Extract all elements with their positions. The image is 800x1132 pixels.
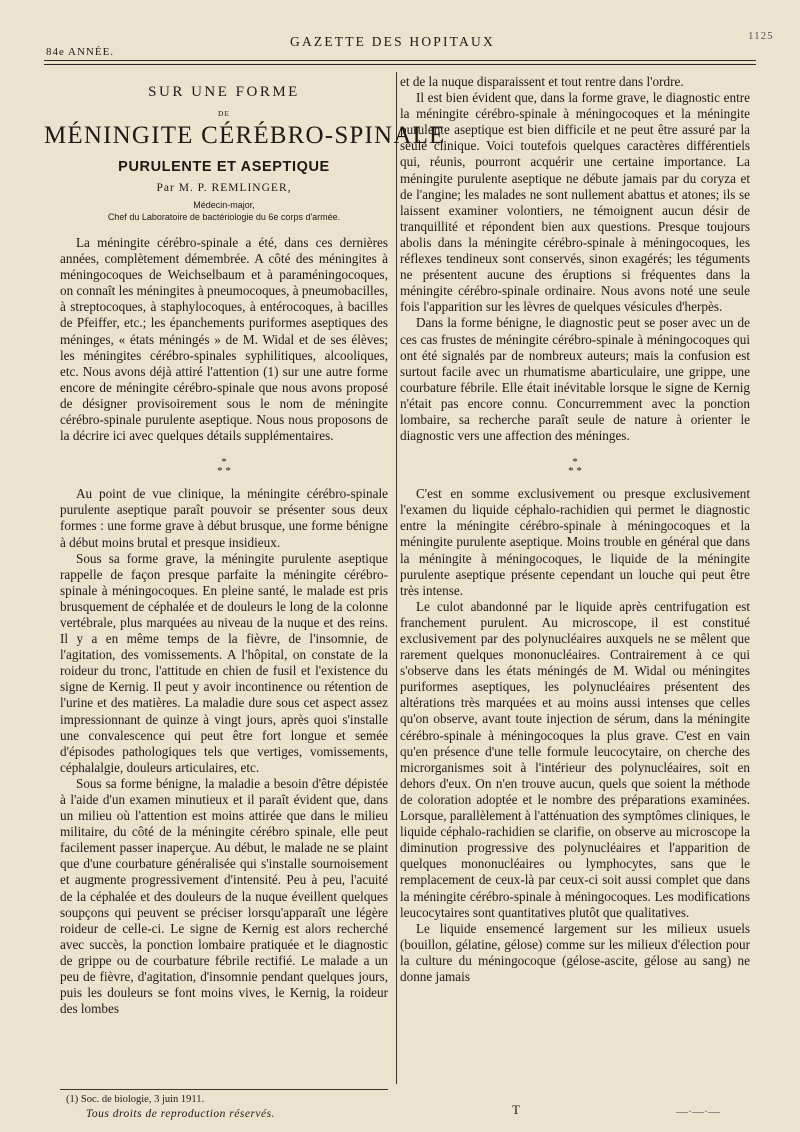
paragraph: Le liquide ensemencé largement sur les milieux usuels (bouillon, gélatine, gélose) comme sur les milieux d'élection pour la culture du méningocoque (gélose-ascite, gélose au sang) ne donne jamais [400, 920, 750, 984]
paragraph: Au point de vue clinique, la méningite cérébro-spinale purulente aseptique paraît pouvoir se présenter sous deux formes : une forme grave à début brusque, une forme bénigne à début moins brutal et presque insidieux. [60, 486, 388, 550]
article-kicker-de: DE [218, 109, 230, 118]
footer-mark: T [512, 1102, 520, 1117]
asterism-separator: * * * [217, 456, 231, 478]
asterism-separator: * * * [568, 456, 582, 478]
author-role: Chef du Laboratoire de bactériologie du 6e corps d'armée. [107, 212, 341, 222]
header-rule-thick [44, 60, 756, 61]
footnote-rule [60, 1089, 388, 1090]
paragraph: Il est bien évident que, dans la forme grave, le diagnostic entre la méningite cérébro-spinale à méningocoques et la méningite purulente aseptique est bien difficile et ne peut être assuré par la seule clinique. Voici toutefois quelques caractères différentiels qui, réunis, pourront acquérir une certaine importance. La méningite purulente aseptique ne débute jamais par du coryza et de l'angine; les malades ne sont nullement abattus et atones; ils se laissent examiner volontiers, ne témoignent aucun désir de tranquillité et répondent bien aux questions. Presque toujours abolis dans la méningite cérébro-spinale à méningocoques, les réflexes tendineux sont conservés, sinon exagérés; les téguments ne présentent aucune des éruptions si fréquentes dans la méningite cérébro-spinale ordinaire. Nous avons noté une seule fois l'apparition sur les lèvres de quelques vésicules d'herpès. [400, 90, 750, 315]
left-column [60, 235, 388, 1017]
article-subtitle: PURULENTE ET ASEPTIQUE [118, 159, 330, 175]
column-divider [396, 72, 397, 1084]
paragraph: et de la nuque disparaissent et tout rentre dans l'ordre. [400, 74, 684, 89]
author-rank: Médecin-major, [193, 200, 255, 210]
paragraph: Sous sa forme bénigne, la maladie a besoin d'être dépistée à l'aide d'un examen minutieux et il paraît évident que, dans un milieu où l'attention est moins attirée que dans le milieu militaire, du côté de la méningite cérébro spinale, elle peut facilement passer inaperçue. Au début, le malade ne se plaint que d'une courbature généralisée qui s'installe sournoisement et augmente progressivement d'intensité. Peu à peu, l'acuité de la céphalée et des douleurs de la nuque éveillent quelques soupçons qui peuvent se préciser lorsqu'apparaît une légère roideur de celle-ci. Le signe de Kernig est alors recherché avec succès, la ponction lombaire pratiquée et le diagnostic de grippe ou de courbature fébrile rectifié. Le malade a un peu de fièvre, d'agitation, d'insomnie pendant quelques jours, puis les douleurs se font moins vives, le Kernig, la roideur des lombes [60, 775, 388, 1017]
footer-rights: Tous droits de reproduction réservés. [86, 1108, 275, 1120]
paragraph: Sous sa forme grave, la méningite purulente aseptique rappelle de façon presque parfaite la méningite cérébro-spinale à méningocoques. En pleine santé, le malade est pris brusquement de céphalée et de douleurs le long de la colonne vertébrale, plus marquées au niveau de la nuque et des reins. Il y a en même temps de la fièvre, de l'insomnie, de l'agitation, des vomissements. A l'hôpital, on constate de la roideur du tronc, l'attitude en chien de fusil et l'existence du signe de Kernig. Il peut y avoir incontinence ou rétention de l'urine et des matières. La maladie dure sous cet aspect assez impressionnant de quinze à vingt jours, après quoi s'installe une convalescence qui peut être fort longue et semée d'épisodes pathologiques tels que vertiges, vomissements, céphalalgie, douleurs articulaires, etc. [60, 550, 388, 775]
paragraph: La méningite cérébro-spinale a été, dans ces dernières années, complètement démembrée. A côté des méningites à méningocoques de Weichselbaum et à paraméningocoques, on connaît les méningites à pneumocoques, à pneumobacilles, à streptocoques, à staphylocoques, à entérocoques, à bacilles de Pfeiffer, etc.; les épanchements puriformes aseptiques des méninges, « états méningés » de M. Widal et de ses élèves; les méningites cérébro-spinales syphilitiques, alcooliques, etc. Nous avons déjà attiré l'attention (1) sur une autre forme encore de méningite cérébro-spinale que nous avons proposé de désigner provisoirement sous le nom de méningite cérébro-spinale purulente aseptique. Nous nous proposons de la décrire ici avec quelques détails supplémentaires. [60, 235, 388, 444]
paragraph: Dans la forme bénigne, le diagnostic peut se poser avec un de ces cas frustes de méningite cérébro-spinale à méningocoques qui ont été signalés par de nombreux auteurs; mais la confusion est surtout facile avec un rhumatisme abarticulaire, une grippe, une courbature fébrile. Elle était inévitable lorsque le signe de Kernig n'était pas encore connu. Concurremment avec la ponction lombaire, sa recherche paraît seule de nature à orienter le diagnostic vers une affection des méninges. [400, 315, 750, 444]
footnote: (1) Soc. de biologie, 3 juin 1911. [66, 1094, 205, 1105]
running-head-year: 84e ANNÉE. [46, 46, 115, 58]
running-head-page-number: 1125 [748, 30, 774, 42]
header-rule-thin [44, 64, 756, 65]
paragraph: Le culot abandonné par le liquide après centrifugation est franchement purulent. Au microscope, il est constitué exclusivement par des polynucléaires auxquels ne se mêlent que rarement quelques mononucléaires. Contrairement à ce qui s'observe dans les états méningés de M. Widal ou méningites puriformes aseptiques, les polynucléaires présentent des altérations très marquées et au moins aussi intenses que celles qu'on observe, avant toute injection de sérum, dans la méningite cérébro-spinale à méningocoques la plus grave. C'est en vain qu'en présence d'une telle formule leucocytaire, on cherche des microrganismes soit à l'intérieur des polynucléaires, soit en dehors d'eux. On n'en trouve aucun, quels que soient la méthode de coloration adoptée et le nombre des préparations examinées. Lorsque, parallèlement à l'atténuation des symptômes cliniques, le liquide céphalo-rachidien se clarifie, on observe au microscope la diminution progressive des polynucléaires et l'apparition de quelques mononucléaires ou lymphocytes, sans que le remplacement de ceux-là par ceux-ci soit aussi complet que dans la méningite cérébro-spinale à méningocoques. Les modifications leucocytaires sont quantitatives plutôt que qualitatives. [400, 598, 750, 920]
paragraph: C'est en somme exclusivement ou presque exclusivement l'examen du liquide céphalo-rachidien qui permet le diagnostic entre la méningite cérébro-spinale à méningocoques et la méningite purulente aseptique. Moins trouble en général que dans la méningite à méningocoques, le liquide de la méningite purulente aseptique présente cependant un louche qui peut être très intense. [400, 486, 750, 598]
article-title: MÉNINGITE CÉRÉBRO-SPINALE [44, 122, 446, 149]
article-byline: Par M. P. REMLINGER, [156, 182, 292, 194]
footer-dash: —·—·— [676, 1104, 720, 1118]
article-kicker: SUR UNE FORME [148, 84, 300, 100]
running-head-journal: GAZETTE DES HOPITAUX [290, 34, 495, 49]
right-column [400, 74, 750, 985]
